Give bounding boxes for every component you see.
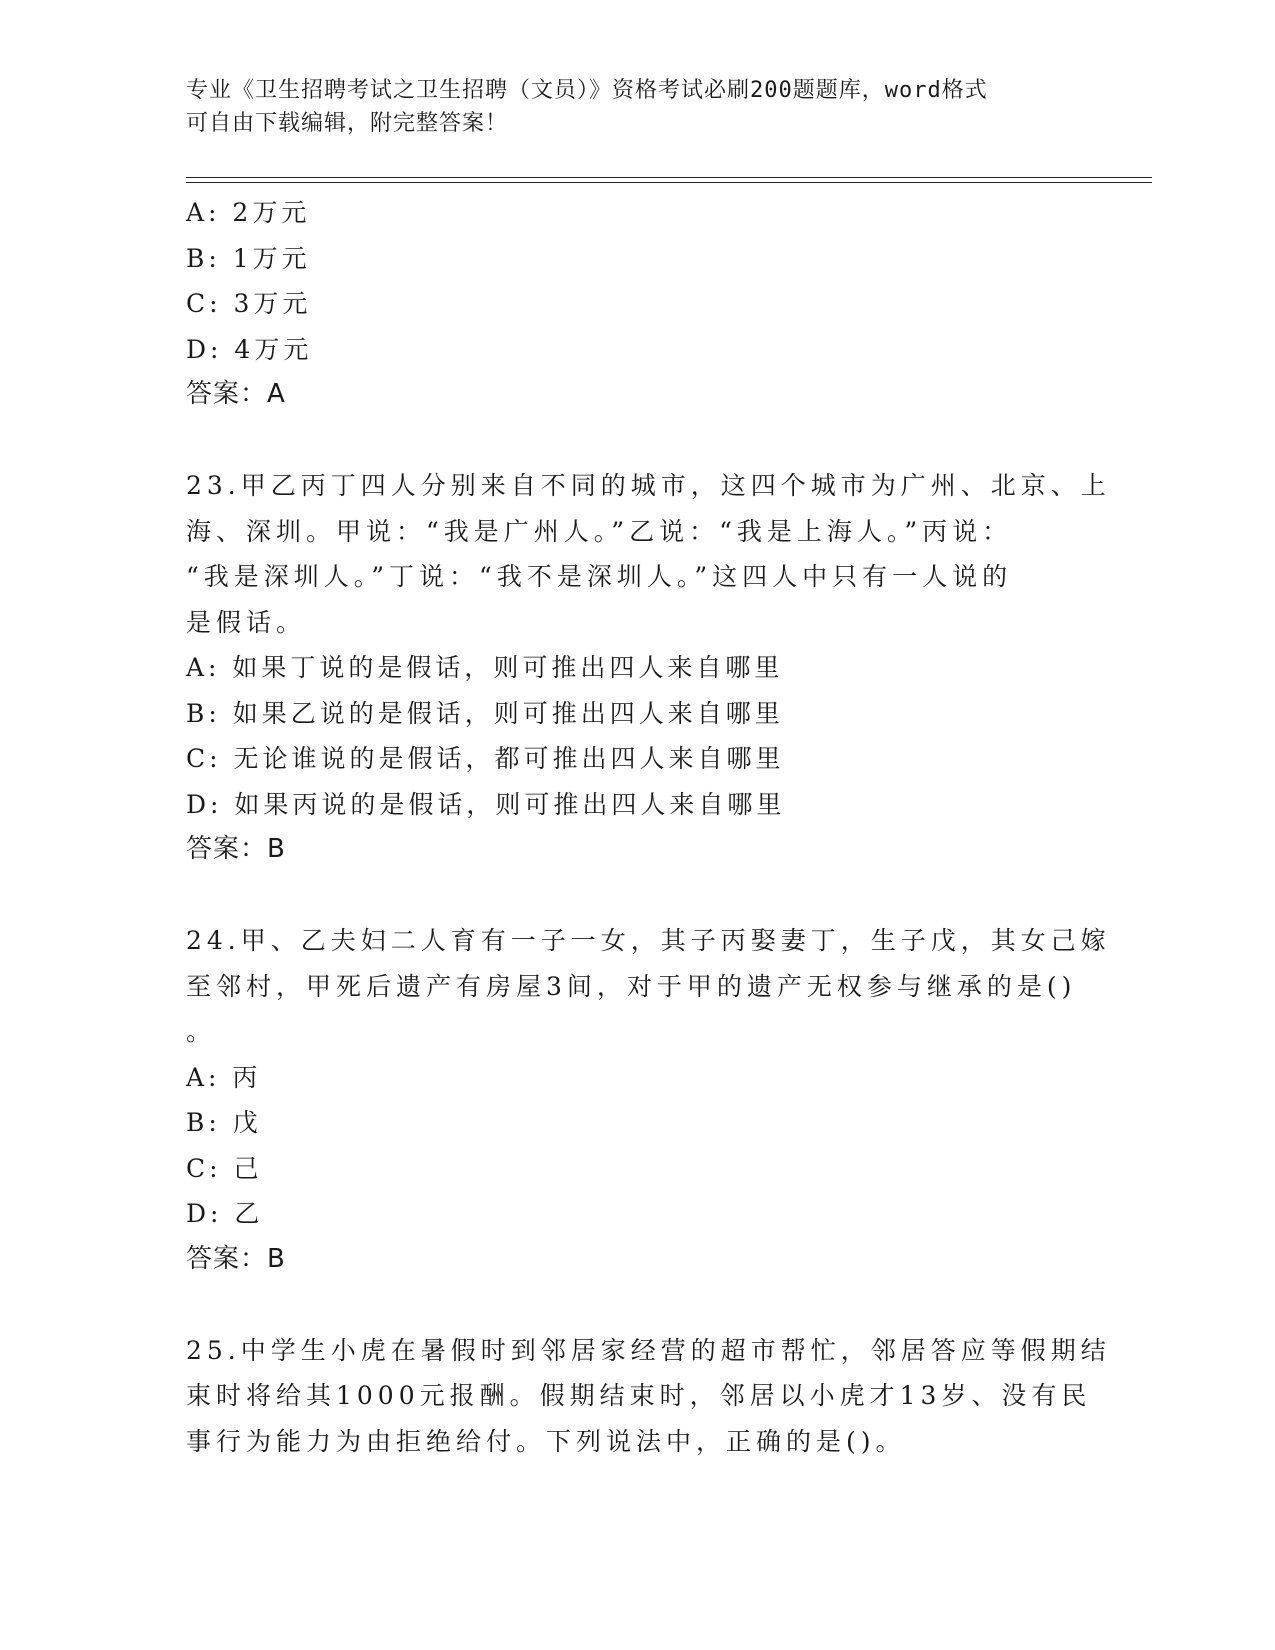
- spacer: [186, 418, 1106, 464]
- stem-line: 至邻村，甲死后遗产有房屋3间，对于甲的遗产无权参与继承的是(): [186, 971, 1077, 1001]
- question-content: [186, 190, 1111, 1464]
- option-b: B: 如果乙说的是假话，则可推出四人来自哪里: [186, 698, 784, 728]
- stem-line: 是假话。: [186, 607, 307, 637]
- option-b: B: 戊: [186, 1108, 262, 1137]
- answer: 答案：B: [186, 1243, 286, 1274]
- header-divider-top: [186, 177, 1152, 178]
- stem-line: 事行为能力为由拒绝给付。下列说法中，正确的是()。: [186, 1426, 906, 1456]
- option-a: A: 2万元: [186, 198, 311, 227]
- stem-line: 海、深圳。甲说：“我是广州人。”乙说：“我是上海人。”丙说：: [186, 516, 1013, 546]
- stem-line: 25.中学生小虎在暑假时到邻居家经营的超市帮忙，邻居答应等假期结: [186, 1335, 1111, 1365]
- question-23: [186, 463, 1111, 873]
- question-stem: [186, 1328, 1111, 1465]
- document-header: [186, 74, 1066, 140]
- option-a: A: 丙: [186, 1062, 262, 1092]
- question-22: [186, 190, 1106, 418]
- stem-line: 束时将给其1000元报酬。假期结束时，邻居以小虎才13岁、没有民: [186, 1381, 1092, 1410]
- option-c: C: 3万元: [186, 289, 312, 318]
- option-b: B: 1万元: [186, 243, 311, 273]
- option-d: D: 如果丙说的是假话，则可推出四人来自哪里: [186, 789, 786, 819]
- answer: 答案：B: [186, 834, 286, 864]
- option-c: C: 无论谁说的是假话，都可推出四人来自哪里: [186, 744, 785, 773]
- spacer: [186, 1282, 1106, 1328]
- question-stem: [186, 918, 1111, 1055]
- question-25: [186, 1328, 1111, 1465]
- option-c: C: 己: [186, 1153, 263, 1183]
- stem-line: 24.甲、乙夫妇二人育有一子一女，其子丙娶妻丁，生子戊，其女己嫁: [186, 926, 1111, 955]
- answer: 答案：A: [186, 379, 286, 409]
- question-stem: [186, 463, 1111, 645]
- header-divider-bottom: [186, 182, 1152, 183]
- header-line-2: 可自由下载编辑，附完整答案！: [186, 111, 509, 136]
- spacer: [186, 873, 1106, 919]
- header-line-1: 专业《卫生招聘考试之卫生招聘（文员）》资格考试必刷200题题库，word格式: [186, 78, 988, 103]
- stem-line: 。: [186, 1017, 217, 1046]
- question-24: [186, 918, 1111, 1282]
- option-d: D: 乙: [186, 1199, 264, 1228]
- option-a: A: 如果丁说的是假话，则可推出四人来自哪里: [186, 653, 784, 682]
- stem-line: “我是深圳人。”丁说：“我不是深圳人。”这四人中只有一人说的: [186, 562, 1013, 591]
- option-d: D: 4万元: [186, 334, 313, 364]
- stem-line: 23.甲乙丙丁四人分别来自不同的城市，这四个城市为广州、北京、上: [186, 471, 1111, 500]
